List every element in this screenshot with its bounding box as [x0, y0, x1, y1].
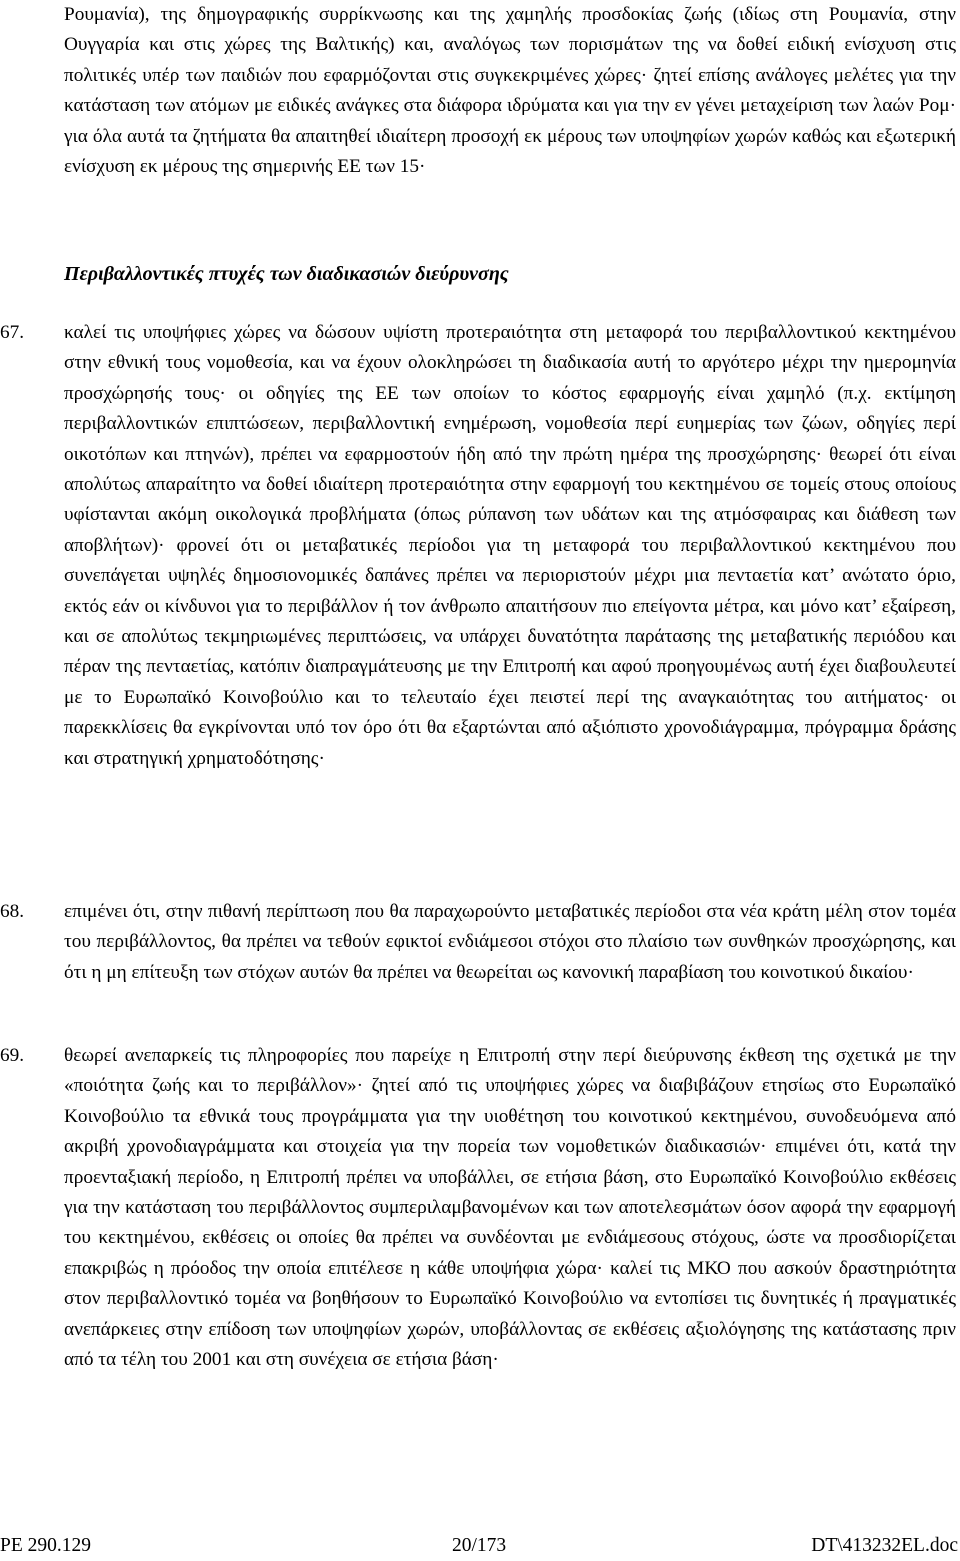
page-footer: [0, 1531, 960, 1561]
item-text: 68. επιμένει ότι, στην πιθανή περίπτωση που θα παραχωρούντο μεταβατικές περίοδοι στα νέα κράτη μέλη στον τομέα του περιβάλλοντος, θα πρέπει να τεθούν εφικτοί ενδιάμεσοι στόχοι στο πλαίσιο των συνθηκών προσχώρησης, και ότι η μη επίτευξη των στόχων αυτών θα πρέπει να θεωρείται ως κανονική παραβίαση του κοινοτικού δικαίου·: [0, 901, 956, 983]
item-text: 69. θεωρεί ανεπαρκείς τις πληροφορίες που παρείχε η Επιτροπή στην περί διεύρυνσης έκθεση της σχετικά με την «ποιότητα ζωής και το περιβάλλον»· ζητεί από τις υποψήφιες χώρες να διαβιβάζουν ετησίως στο Ευρωπαϊκό Κοινοβούλιο τα εθνικά τους προγράμματα για την υιοθέτηση του κοινοτικού κεκτημένου, συνοδευόμενα από ακριβή χρονοδιαγράμματα και στοιχεία για την πορεία των νομοθετικών διαδικασιών· επιμένει ότι, κατά την προενταξιακή περίοδο, η Επιτροπή πρέπει να υποβάλλει, σε ετήσια βάση, στο Ευρωπαϊκό Κοινοβούλιο εκθέσεις για την κατάσταση του περιβάλλοντος συμπεριλαμβανομένων και των αποτελεσμάτων όσον αφορά την εφαρμογή του κεκτημένου, εκθέσεις οι οποίες θα πρέπει να συνδέονται με ενδιάμεσους στόχους, ώστε να προσδιορίζεται επακριβώς η πρόοδος την οποία επιτέλεσε η κάθε υποψήφια χώρα· καλεί τις ΜΚΟ που ασκούν δραστηριότητα στον περιβαλλοντικό τομέα να βοηθήσουν το Ευρωπαϊκό Κοινοβούλιο να εντοπίσει τις δυνητικές ή πραγματικές ανεπάρκειες στην επίδοση των υποψηφίων χωρών, υποβάλλοντας σε εκθέσεις αξιολόγησης της κατάστασης πριν από τα τέλη του 2001 και στη συνέχεια σε ετήσια βάση·: [0, 1045, 956, 1371]
section-heading: Περιβαλλοντικές πτυχές των διαδικασιών διεύρυνσης: [64, 263, 509, 285]
intro-paragraph: Ρουμανία), της δημογραφικής συρρίκνωσης και της χαμηλής προσδοκίας ζωής (ιδίως στη Ρουμανία, στην Ουγγαρία και στις χώρες της Βαλτικής) και, αναλόγως των πορισμάτων της να δοθεί ειδική ενίσχυση στις πολιτικές υπέρ των παιδιών που εφαρμόζονται στις συγκεκριμένες χώρες· ζητεί επίσης ανάλογες μελέτες για την κατάσταση των ατόμων με ειδικές ανάγκες στα διάφορα ιδρύματα και για την εν γένει μεταχείριση των λαών Ρομ· για όλα αυτά τα ζητήματα θα απαιτηθεί ιδιαίτερη προσοχή εκ μέρους των υποψηφίων χωρών καθώς και εξωτερική ενίσχυση εκ μέρους της σημερινής ΕΕ των 15·: [64, 4, 956, 178]
item-text: 67. καλεί τις υποψήφιες χώρες να δώσουν υψίστη προτεραιότητα στη μεταφορά του περιβαλλοντικού κεκτημένου στην εθνική τους νομοθεσία, και να έχουν ολοκληρώσει τη διαδικασία αυτή το αργότερο μέχρι την ημερομηνία προσχώρησής τους· οι οδηγίες της ΕΕ των οποίων το κόστος εφαρμογής είναι χαμηλό (π.χ. εκτίμηση περιβαλλοντικών επιπτώσεων, περιβαλλοντική ενημέρωση, νομοθεσία περί ευημερίας των ζώων, οδηγίες περί οικοτόπων και πτηνών), πρέπει να εφαρμοστούν ήδη από την πρώτη ημέρα της προσχώρησης· θεωρεί ότι είναι απολύτως απαραίτητο να δοθεί ιδιαίτερη προτεραιότητα στην εφαρμογή του κεκτημένου σε τομείς στους οποίους υφίστανται ακόμη οικολογικά προβλήματα (όπως ρύπανση των υδάτων και της ατμόσφαιρας και διάθεση των αποβλήτων)· φρονεί ότι οι μεταβατικές περίοδοι για τη μεταφορά του περιβαλλοντικού κεκτημένου που συνεπάγεται υψηλές δημοσιονομικές δαπάνες πρέπει να περιοριστούν μέχρι μια πενταετία κατ’ ανώτατο όριο, εκτός εάν οι κίνδυνοι για το περιβάλλον ή τον άνθρωπο απαιτήσουν πιο επείγοντα μέτρα, και μόνο κατ’ εξαίρεση, και σε απολύτως τεκμηριωμένες περιπτώσεις, να υπάρχει δυνατότητα παράτασης της μεταβατικής περιόδου και πέραν της πενταετίας, κατόπιν διαπραγμάτευσης με την Επιτροπή και αφού προηγουμένως αυτή έχει διαβουλευτεί με το Ευρωπαϊκό Κοινοβούλιο και το τελευταίο έχει πειστεί περί της αναγκαιότητας του αιτήματος· οι παρεκκλίσεις θα εγκρίνονται υπό τον όρο ότι θα εξαρτώνται από αξιόπιστο χρονοδιάγραμμα, πρόγραμμα δράσης και στρατηγική χρηματοδότησης·: [0, 322, 956, 769]
footer-page-number: 20/173: [452, 1535, 507, 1556]
footer-reference: PE 290.129: [0, 1535, 92, 1556]
footer-document-name: DT\413232EL.doc: [811, 1535, 958, 1556]
